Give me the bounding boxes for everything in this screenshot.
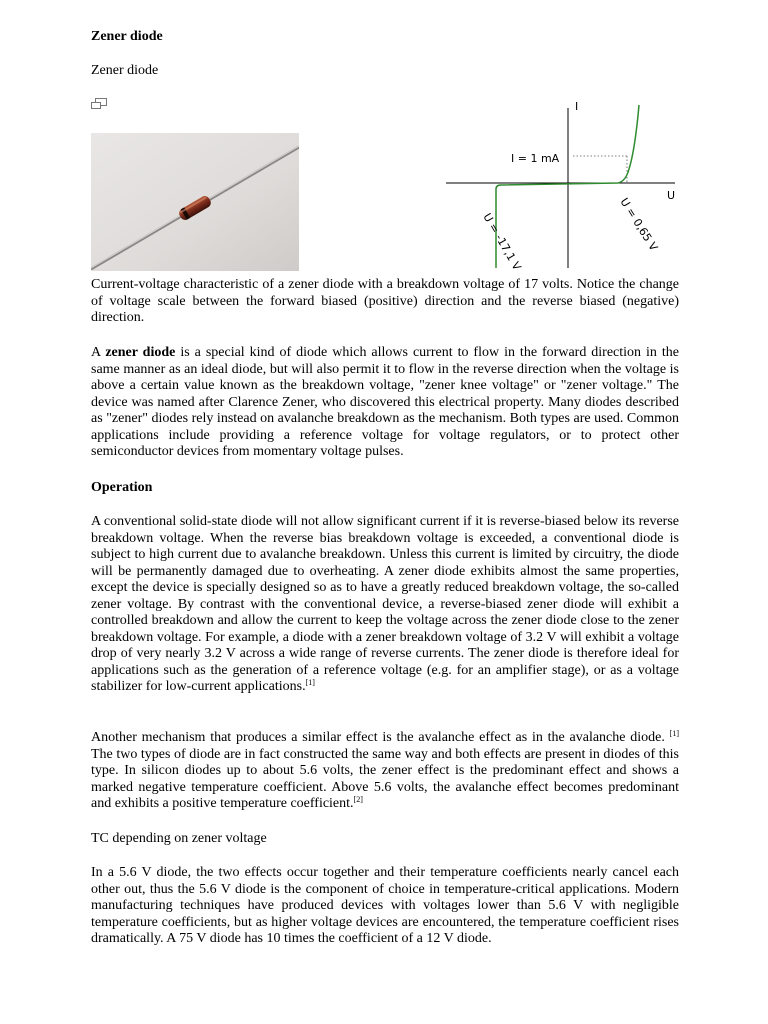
zener-diode-photo xyxy=(91,133,299,271)
figure-caption: Current-voltage characteristic of a zener diode with a breakdown voltage of 17 volts. Notice the change of voltage scale between the forward biased (positive) direction and the reverse biased (negative) direction. xyxy=(91,277,679,325)
axis-label-i: I xyxy=(575,100,579,113)
forward-voltage-label: U = 0,65 V xyxy=(617,195,661,254)
tc-paragraph: In a 5.6 V diode, the two effects occur together and their temperature coefficients nearly cancel each other out, thus the 5.6 V diode is the component of choice in temperature-critical applications. Modern manufacturing techniques have produced devices with voltages lower than 5.6 V with negligible temperature coefficients, but as higher voltage devices are encountered, the temperature coefficient rises dramatically. A 75 V diode has 10 times the coefficient of a 12 V diode. xyxy=(91,865,679,946)
iv-characteristic-graph xyxy=(443,95,683,275)
tc-heading: TC depending on zener voltage xyxy=(91,831,267,846)
page-title: Zener diode xyxy=(91,29,163,44)
axis-label-u: U xyxy=(667,189,676,202)
intro-term: zener diode xyxy=(105,345,176,360)
avalanche-text-1: Another mechanism that produces a similar effect is the avalanche effect as in the avalanche diode. xyxy=(91,730,670,745)
current-label: I = 1 mA xyxy=(511,152,560,165)
reference-link[interactable]: [1] xyxy=(669,729,679,738)
intro-rest: is a special kind of diode which allows current to flow in the forward direction in the same manner as an ideal diode, but will also permit it to flow in the reverse direction when the voltage is above a certain value known as the breakdown voltage, "zener knee voltage" or "zener voltage." The device was named after Clarence Zener, who discovered this electrical property. Many diodes described as "zener" diodes rely instead on avalanche breakdown as the mechanism. Both types are used. Common applications include providing a reference voltage for voltage regulators, or to protect other semiconductor devices from momentary voltage pulses. xyxy=(91,345,679,459)
reference-link[interactable]: [2] xyxy=(353,795,363,804)
reference-link[interactable]: [1] xyxy=(305,678,315,687)
intro-paragraph xyxy=(91,345,679,461)
intro-lead: A xyxy=(91,345,106,360)
operation-text: A conventional solid-state diode will not allow significant current if it is reverse-biased below its reverse breakdown voltage. When the reverse bias breakdown voltage is exceeded, a conventional diode is subject to high current due to avalanche breakdown. Unless this current is limited by circuitry, the diode will be permanently damaged due to overheating. A zener diode exhibits almost the same properties, except the device is specially designed so as to have a greatly reduced breakdown voltage, the so-called zener voltage. By contrast with the conventional device, a reverse-biased zener diode will exhibit a controlled breakdown and allow the current to keep the voltage across the zener diode close to the zener breakdown voltage. For example, a diode with a zener breakdown voltage of 3.2 V will exhibit a voltage drop of very nearly 3.2 V across a wide range of reverse currents. The zener diode is therefore ideal for applications such as the generation of a reference voltage (e.g. for an amplifier stage), or as a voltage stabilizer for low-current applications. xyxy=(91,514,679,694)
figure-title: Zener diode xyxy=(91,63,159,78)
avalanche-paragraph xyxy=(91,730,679,813)
avalanche-text-2: The two types of diode are in fact constructed the same way and both effects are present in diodes of this type. In silicon diodes up to about 5.6 volts, the zener effect is the predominant effect and shows a marked negative temperature coefficient. Above 5.6 volts, the avalanche effect becomes predominant and exhibits a positive temperature coefficient. xyxy=(91,746,679,811)
section-heading-operation: Operation xyxy=(91,480,153,495)
enlarge-icon[interactable] xyxy=(91,98,107,110)
operation-paragraph xyxy=(91,514,679,696)
reverse-voltage-label: U = -17,1 V xyxy=(480,211,524,273)
